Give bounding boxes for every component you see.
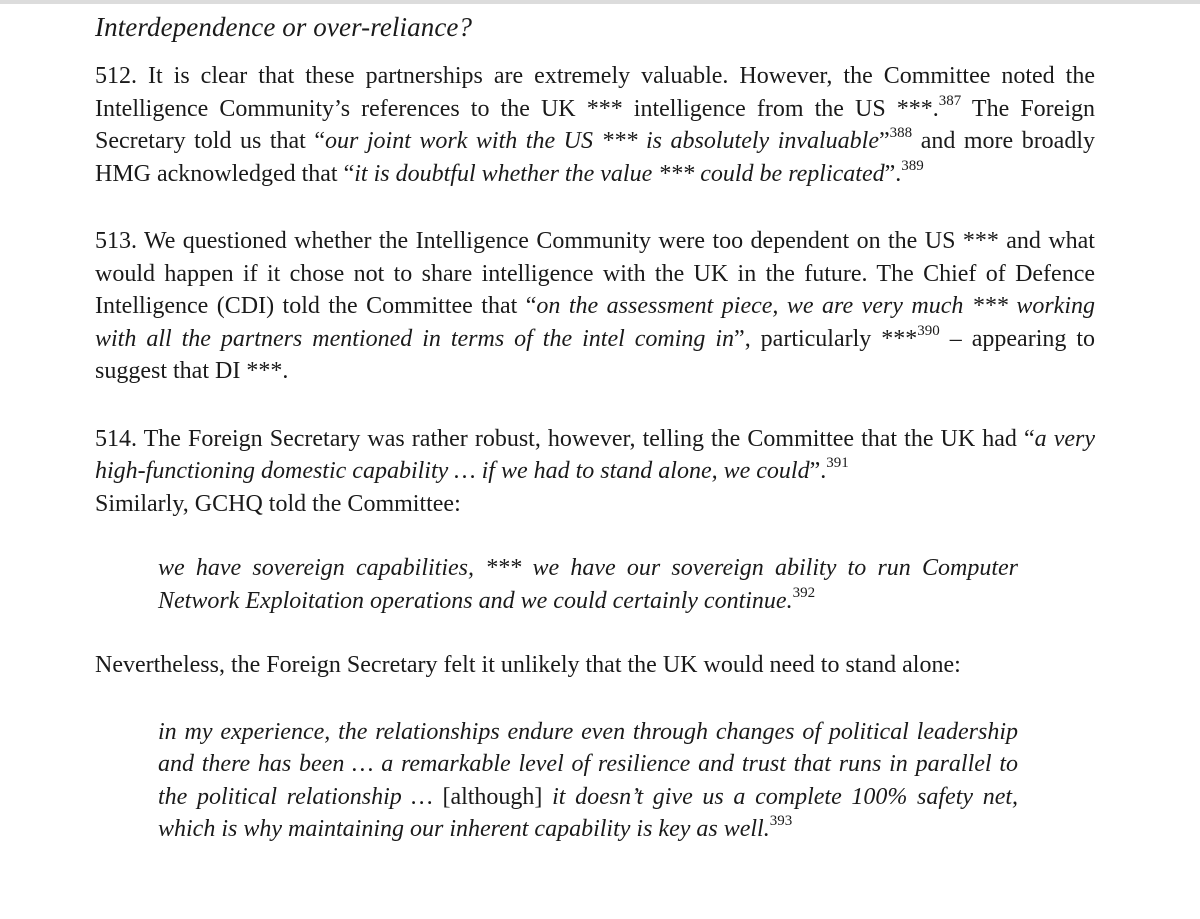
quotation: our joint work with the US *** is absolutely invaluable [325,128,879,154]
paragraph-text: We questioned whether the Intelligence Community were too dependent on the US *** and what would happen if it chose not to share intelligence with the UK in the future. The Chief of Defence Intelligence (CDI) told the Committee that “ [95,228,1095,319]
paragraph-text: ”, particularly *** [734,325,918,352]
quotation: on the assessment piece, we are very much *** working with all the partners mentioned in terms of the intel coming in [95,293,1095,352]
paragraph-513 [95,225,1095,388]
paragraph-text: and more broadly HMG acknowledged that “ [95,128,1096,187]
editorial-insertion: [although] [442,783,543,810]
block-quote-text: in my experience, the relationships endure even through changes of political leadership and there has been … a remarkable level of resilience and trust that runs in parallel to the political relationship … [158,718,1018,810]
footnote-ref-387[interactable]: 387 [938,92,962,109]
block-quote-text: we have sovereign capabilities, *** we have our sovereign ability to run Computer Network Exploitation operations and we could certainly continue. [158,555,1018,614]
paragraph-text: ” [879,128,890,154]
section-heading: Interdependence or over-reliance? [95,12,473,42]
footnote-ref-392[interactable]: 392 [792,584,816,601]
paragraph-514 [95,423,1095,521]
quotation: it is doubtful whether the value *** could be replicated [354,160,885,187]
paragraph-text: The Foreign Secretary told us that “ [95,95,1095,154]
block-quote-foreign-secretary [158,716,1018,846]
paragraph-512 [95,60,1095,190]
block-quote-gchq [158,552,1018,617]
paragraph-text: ”. [809,458,827,484]
paragraph-number: 513. [95,228,137,254]
top-divider [0,0,1200,4]
quotation: a very high-functioning domestic capability … if we had to stand alone, we could [95,425,1096,484]
footnote-ref-393[interactable]: 393 [769,813,793,829]
footnote-ref-388[interactable]: 388 [889,125,913,141]
paragraph-number: 512. [95,63,137,89]
paragraph-text: ”. [884,160,902,187]
footnote-ref-390[interactable]: 390 [917,322,940,339]
paragraph-nevertheless: Nevertheless, the Foreign Secretary felt it unlikely that the UK would need to stand alone: [95,652,961,678]
paragraph-text: The Foreign Secretary was rather robust, however, telling the Committee that the UK had “ [143,425,1035,452]
paragraph-text: It is clear that these partnerships are extremely valuable. However, the Committee noted the Intelligence Community’s references to the UK *** intelligence from the US ***. [95,63,1096,122]
paragraph-text: Similarly, GCHQ told the Committee: [95,490,461,517]
paragraph-text: – appearing to suggest that DI ***. [95,325,1096,384]
paragraph-number: 514. [95,425,137,452]
block-quote-text: it doesn’t give us a complete 100% safety net, which is why maintaining our inherent capability is key as well. [158,783,1019,842]
footnote-ref-391[interactable]: 391 [826,455,849,471]
document-page [95,10,1095,846]
footnote-ref-389[interactable]: 389 [901,157,924,174]
